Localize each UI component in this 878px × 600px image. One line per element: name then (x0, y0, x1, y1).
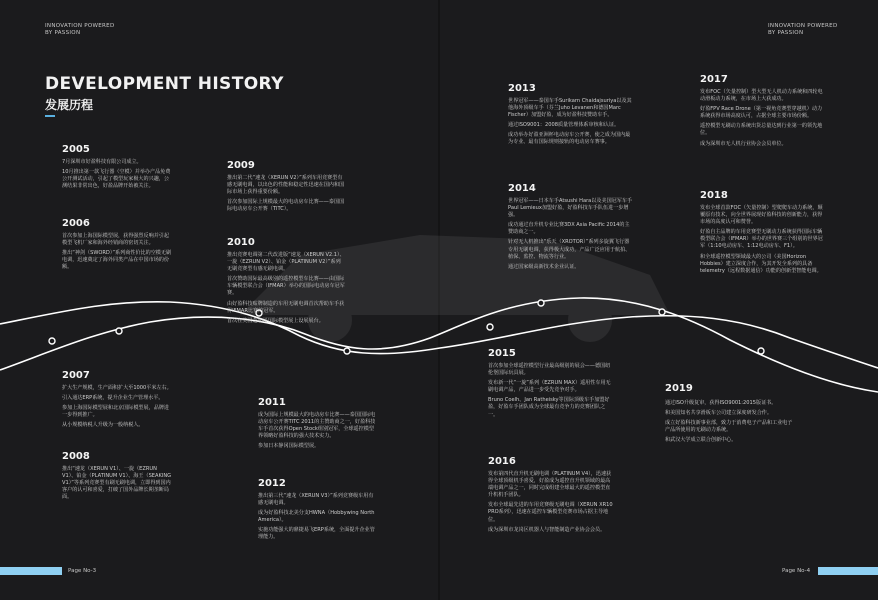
milestone-item: 发布新一代“一旋”系列（EZRUN MAX）遥用性车用无刷电调产品，产品进一步受先竞争对手。 (488, 380, 611, 394)
timeline-curve-lower (0, 298, 878, 392)
milestone-item: 推出“速龙（XERUN V1）、一旋（EZRUN V1）、铂金（PLATINUM V1）、海王（SEAKING V1）”等系列竞赛型有刷无刷电调，立即得到国内客户的认可和喜爱，打破了国外品牌长期垄断局面。 (62, 466, 172, 501)
year-2017: 2017 (700, 74, 728, 85)
milestone-item: 成立好盈科技新事业部，致力于消费电子产品和工业电子产品所使用的无刷动力系统。 (665, 420, 793, 434)
year-2011: 2011 (258, 397, 286, 408)
footer-accent-bar-left (0, 567, 62, 575)
year-2005: 2005 (62, 144, 90, 155)
milestone-item: 参加日本静冈国际模型展。 (258, 443, 320, 450)
footer-accent-bar-right (818, 567, 878, 575)
milestone-item: 世界冠军——泰国车手Surikarn Chaidajsuriya以及其他海外顶级车手（芬兰Juho Levanen和德国Marc Fischer）加盟好盈，成为好盈科技赞助车手。 (508, 98, 632, 119)
milestone-2007-text (62, 385, 172, 432)
milestone-2013-text (508, 98, 633, 150)
slogan-line-1: INNOVATION POWERED (768, 23, 838, 29)
milestone-item: 推出第二代“速龙（XERUN V2）”系列车用竞赛型有感无刷电调，以出色的性能和稳定性迅速在国内和国际市场上获得重要份额。 (227, 175, 345, 196)
milestone-item: 首次参加国际上规模最大的电动房车比赛——泰国国际电动房车公开赛（TITC）。 (227, 199, 345, 213)
page-number-left: Page No-3 (68, 568, 97, 574)
milestone-2019-text (665, 400, 795, 447)
milestone-item: 通过ISO9001：2008质量管理体系审核和认证。 (508, 122, 620, 129)
slogan-line-2: BY PASSION (45, 30, 81, 36)
milestone-item: 发布第四代直升机无刷电调（PLATINUM V4），迅速获得全球顶级机手喜爱，好盈成为遥控直升机领域的最高端电调产品之一，同时完成组建全球最大的遥控模型直升机机手团队。 (488, 471, 612, 499)
year-2014: 2014 (508, 183, 536, 194)
milestone-item: 遥控模型无刷动力系统出货总量达到行业第一的领先地位。 (700, 123, 823, 137)
milestone-item: 世界冠军——日本车手Atsushi Hara以及美国冠军车手Paul Lemieux加盟好盈，好盈科技车手队伍进一步增强。 (508, 198, 633, 219)
milestone-item: 成为国际上规模最大的电动房车比赛——泰国国际电动房车公开赛TITC 2011的主赞助商之一，好盈科技车手首次获得Open Stock组别冠军，全球遥控模型界领略好盈科技的强大技术实力。 (258, 412, 376, 440)
year-2006: 2006 (62, 218, 90, 229)
milestone-item: 参加上海国际模型展和北京国际模型展，品牌进一步得到推广。 (62, 405, 169, 419)
milestone-2006-text (62, 233, 172, 274)
milestone-2008-text (62, 466, 172, 504)
milestone-2011-text (258, 412, 376, 453)
milestone-item: 好盈FPV Race Drone（第一视角竞赛型穿越机）动力系统获得市场高度认可，占据全球主要市场份额。 (700, 106, 823, 120)
milestone-item: 推出“神剑（SWORD）”系列商性价比的空模无刷电调，迅速奠定了海外同类产品在中国市场的份额。 (62, 250, 172, 271)
milestone-item: 首次参加全球遥控模型行业最高级别的展会——德国纽伦堡国际玩具展。 (488, 363, 611, 377)
milestone-item: 首次赞助国际最高级别的遥控模型车比赛——由国际车辆模型联合会（IFMAR）举办的国际电动房车冠军赛。 (227, 276, 345, 297)
year-2008: 2008 (62, 451, 90, 462)
timeline-node (538, 300, 544, 306)
year-2010: 2010 (227, 237, 255, 248)
milestone-item: 实施功能强大的鼎捷易飞ERP系统，全面提升企业管理能力。 (258, 527, 375, 541)
milestone-2012-text (258, 493, 376, 545)
milestone-item: 首次参加上海国际模型展，获得强烈反响并引起模型飞机厂家和海外经销商的密切关注。 (62, 233, 169, 247)
milestone-item: 成功通过直升机专业比赛3DX Asia Pacific 2014的主赞助商之一。 (508, 222, 630, 236)
milestone-item: 推出竞赛电调第二代改进版“速龙（XERUN V2.1）、一旋（EZRUN V2）、铂金（PLATINUM V2）”系列无刷竞赛型有感无刷电调。 (227, 252, 345, 273)
milestone-item: 针对无人机推出“乐天（XROTOR）”系列多旋翼飞行器专用无刷电调，获得极大成功，产品广泛应用于航拍、植保、监控、物流等行业。 (508, 239, 631, 260)
milestone-item: 7月深圳市好盈科技有限公司成立。 (62, 159, 142, 165)
milestone-item: 10月推出第一款飞行器（空模）并举办产品免费公开测试活动，引起了模型玩家极大的兴趣，公测结果非常出色，好盈品牌开始被关注。 (62, 169, 171, 190)
milestone-item: Bruno Coelh、Jan Ratheisky等国际顶级车手加盟好盈，好盈车手团队成为全球最有竞争力的竞赛团队之一。 (488, 397, 610, 418)
milestone-2009-text (227, 175, 345, 216)
year-2018: 2018 (700, 190, 728, 201)
milestone-2014-text (508, 198, 633, 274)
timeline-node (659, 309, 665, 315)
slogan-line-2: BY PASSION (768, 30, 804, 36)
year-2007: 2007 (62, 370, 90, 381)
page-number-right: Page No-4 (782, 568, 811, 574)
milestone-2010-text (227, 252, 345, 328)
milestone-item: 发布全球首款FOC（矢量控制）型爬爬车动力系统，颠覆原有技术，向全世界展现好盈科技的创新能力，获得市场的高度认可和赞誉。 (700, 205, 823, 226)
milestone-2017-text (700, 89, 825, 151)
milestone-item: 发布全球最先进的车用竞赛级无刷电调（XERUN XR10 PRO系列），迅速在遥控车辆模型竞赛市场占据主导地位。 (488, 502, 613, 523)
milestone-item: 成为深圳市龙岗区机器人与智能制造产业协会会员。 (488, 526, 606, 533)
timeline-node (344, 348, 350, 354)
milestone-item: 推出第三代“速龙（XERUN V3）”系列竞赛级车用有感无刷电调。 (258, 493, 374, 507)
milestone-item: 通过ISO升级复审，获得ISO9001:2015版证书。 (665, 400, 777, 406)
milestone-item: 发布FOC（矢量控制）型大型无人机动力系统和四轮电动滑板动力系统，在市场上大获成功。 (700, 89, 823, 103)
year-2016: 2016 (488, 456, 516, 467)
milestone-item: 从小规模纳税人升级为一般纳税人。 (62, 422, 144, 429)
milestone-item: 成为好盈科技北美分支HWNA（Hobbywing North America）。 (258, 510, 375, 524)
year-2015: 2015 (488, 348, 516, 359)
milestone-2005-text (62, 159, 172, 193)
milestone-item: 成为深圳市无人机行业协会会员单位。 (700, 140, 787, 147)
year-2012: 2012 (258, 478, 286, 489)
year-2013: 2013 (508, 83, 536, 94)
slogan-line-1: INNOVATION POWERED (45, 23, 115, 29)
timeline-node (49, 338, 55, 344)
page-title-cn: 发展历程 (45, 98, 94, 112)
year-2019: 2019 (665, 383, 693, 394)
milestone-item: 和全球遥控模型领域最大的公司（美国Horizon Hobbies）建立深度合作，为其开发全系列的具备telemetry（远程数据通信）功能的创新型智能电调。 (700, 253, 822, 274)
milestone-item: 好盈自主品牌的车用竞赛型无刷动力系统获得国际车辆模型联合会（IFMAR）举办的世界赛三个组别的世界冠军（1:10电动房车、1:12电动房车、F1）。 (700, 229, 823, 250)
milestone-item: 扩大生产规模，生产面积扩大至1000平米左右。 (62, 385, 172, 391)
milestone-item: 由好盈科技贴牌制造的车用无刷电调首次帮助车手获得IFMAR比赛的冠军。 (227, 300, 345, 314)
milestone-2016-text (488, 471, 613, 537)
milestone-item: 首次在美国芝加哥国际模型展上设展展台。 (227, 317, 324, 324)
page-title-en: DEVELOPMENT HISTORY (45, 74, 284, 94)
milestone-item: 通过国家级高新技术企业认证。 (508, 263, 580, 270)
timeline-node (116, 328, 122, 334)
timeline-node (758, 348, 764, 354)
milestone-item: 成功举办好盈亚洲杯电动房车公开赛，使之成为国内最为专业、最有国际规则接轨的电动房车赛事。 (508, 132, 631, 146)
timeline-node (487, 324, 493, 330)
milestone-2015-text (488, 363, 613, 422)
year-2009: 2009 (227, 160, 255, 171)
milestone-item: 和美国知名共享滑板车公司建立深度研发合作。 (665, 410, 772, 417)
milestone-2018-text (700, 205, 825, 278)
milestone-item: 和武汉大学成立联合创新中心。 (665, 437, 737, 444)
milestone-item: 引入通达ERP系统，提升企业生产管理水平。 (62, 395, 164, 402)
